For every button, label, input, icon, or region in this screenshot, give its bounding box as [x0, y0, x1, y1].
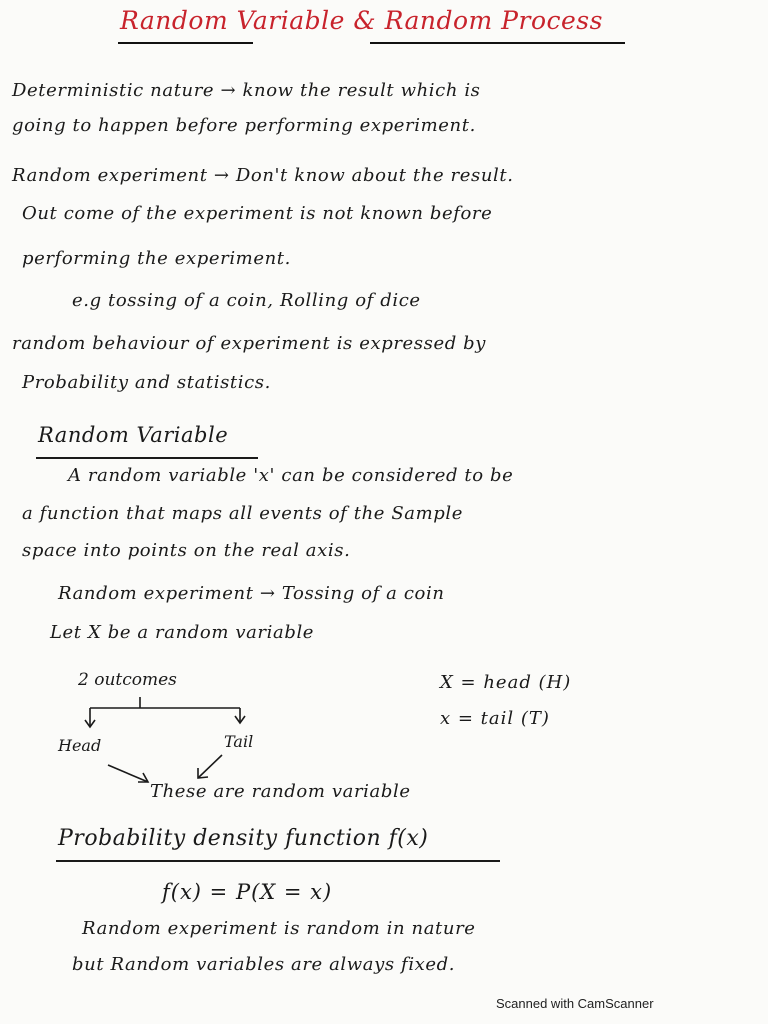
branch-tail-label: Tail [224, 732, 254, 751]
arrow-head-to-conclusion [108, 765, 148, 782]
equation-head: X = head (H) [440, 672, 572, 693]
intro-line-4: Out come of the experiment is not known before [22, 203, 493, 224]
pdf-heading-underline [56, 860, 500, 862]
intro-line-1: Deterministic nature → know the result which is [12, 80, 481, 101]
intro-line-8: Probability and statistics. [22, 372, 271, 393]
intro-line-6: e.g tossing of a coin, Rolling of dice [72, 290, 421, 311]
scanner-watermark: Scanned with CamScanner [496, 996, 654, 1011]
random-variable-heading: Random Variable [38, 423, 229, 447]
pdf-formula: f(x) = P(X = x) [162, 880, 333, 904]
outcomes-label: 2 outcomes [78, 670, 177, 690]
page-title: Random Variable & Random Process [120, 6, 603, 35]
intro-line-5: performing the experiment. [22, 248, 291, 269]
arrow-tail-to-conclusion [198, 755, 222, 778]
intro-line-2: going to happen before performing experiment. [12, 115, 476, 136]
rv-line-2: a function that maps all events of the Sample [22, 503, 464, 524]
branch-head-label: Head [58, 736, 102, 755]
rv-line-3: space into points on the real axis. [22, 540, 351, 561]
pdf-line-1: Random experiment is random in nature [82, 918, 476, 939]
rv-line-5: Let X be a random variable [50, 622, 315, 643]
rv-line-1: A random variable 'x' can be considered to be [68, 465, 514, 486]
pdf-heading: Probability density function f(x) [58, 826, 429, 851]
intro-line-7: random behaviour of experiment is expressed by [12, 333, 487, 354]
rv-line-4: Random experiment → Tossing of a coin [58, 583, 445, 604]
rv-conclusion: These are random variable [150, 781, 411, 802]
intro-line-3: Random experiment → Don't know about the result. [12, 165, 514, 186]
equation-tail: x = tail (T) [440, 708, 550, 729]
pdf-line-2: but Random variables are always fixed. [72, 954, 456, 975]
